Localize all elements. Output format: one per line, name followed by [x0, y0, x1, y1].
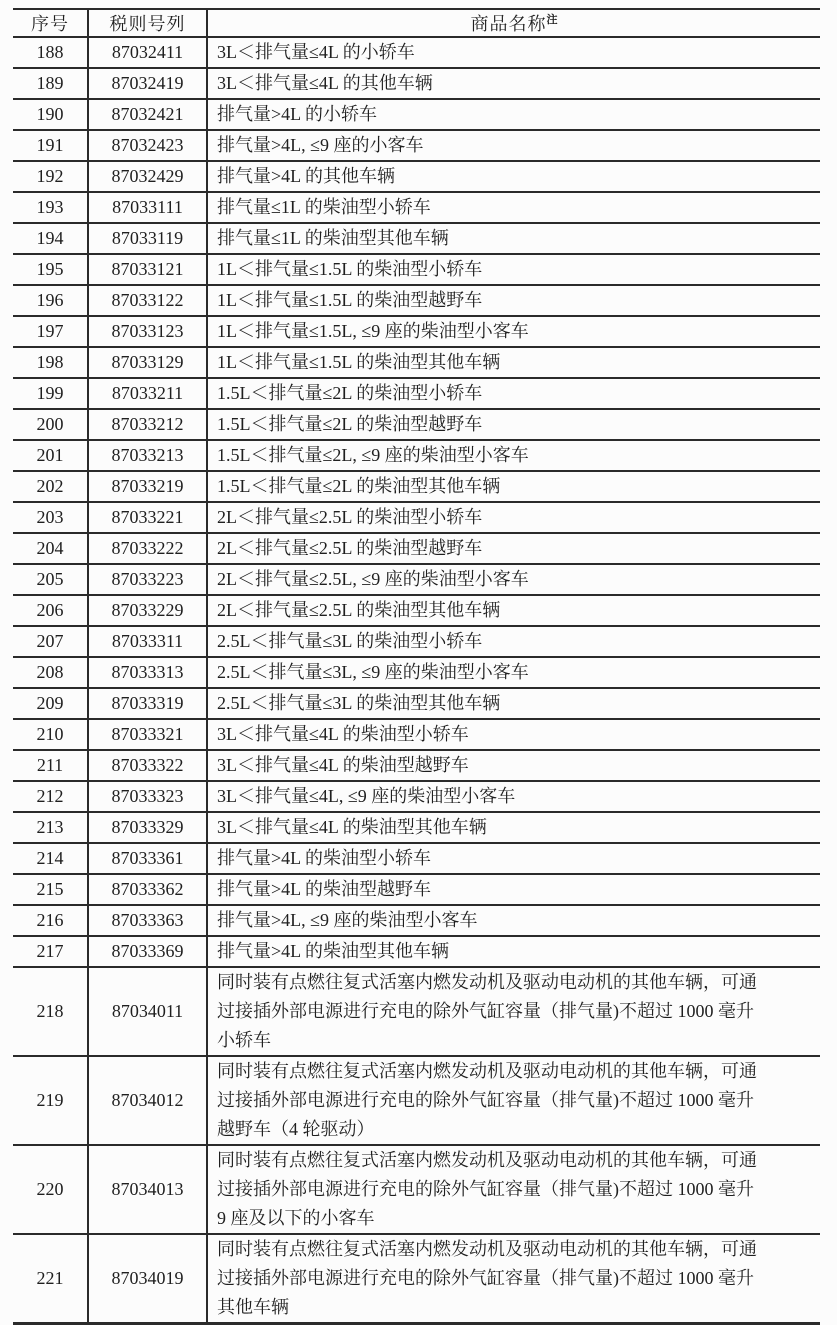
cell-code: 87033319	[88, 688, 207, 719]
header-row	[13, 9, 820, 37]
cell-code: 87033222	[88, 533, 207, 564]
cell-name: 排气量≤1L 的柴油型其他车辆	[207, 223, 820, 254]
table-row	[13, 68, 820, 99]
cell-name: 3L＜排气量≤4L 的柴油型其他车辆	[207, 812, 820, 843]
cell-index: 212	[13, 781, 88, 812]
table-row	[13, 161, 820, 192]
cell-code: 87033369	[88, 936, 207, 967]
cell-index: 202	[13, 471, 88, 502]
cell-index: 200	[13, 409, 88, 440]
cell-index: 204	[13, 533, 88, 564]
cell-index: 196	[13, 285, 88, 316]
table-row	[13, 781, 820, 812]
cell-name: 3L＜排气量≤4L 的其他车辆	[207, 68, 820, 99]
cell-index: 194	[13, 223, 88, 254]
cell-name: 排气量>4L 的柴油型小轿车	[207, 843, 820, 874]
cell-index: 216	[13, 905, 88, 936]
cell-code: 87033211	[88, 378, 207, 409]
column-header-index-label: 序号	[31, 14, 69, 34]
cell-index: 206	[13, 595, 88, 626]
cell-code: 87032411	[88, 37, 207, 68]
table-row	[13, 502, 820, 533]
cell-name: 3L＜排气量≤4L, ≤9 座的柴油型小客车	[207, 781, 820, 812]
table-row	[13, 1234, 820, 1324]
cell-index: 211	[13, 750, 88, 781]
cell-name: 2L＜排气量≤2.5L 的柴油型其他车辆	[207, 595, 820, 626]
cell-name: 排气量>4L, ≤9 座的小客车	[207, 130, 820, 161]
cell-index: 218	[13, 967, 88, 1056]
table-row	[13, 409, 820, 440]
cell-code: 87033111	[88, 192, 207, 223]
cell-index: 189	[13, 68, 88, 99]
cell-code: 87033129	[88, 347, 207, 378]
cell-name: 1L＜排气量≤1.5L 的柴油型小轿车	[207, 254, 820, 285]
cell-index: 203	[13, 502, 88, 533]
table-row	[13, 564, 820, 595]
table-row	[13, 719, 820, 750]
cell-name: 2.5L＜排气量≤3L 的柴油型小轿车	[207, 626, 820, 657]
cell-index: 214	[13, 843, 88, 874]
table-row	[13, 471, 820, 502]
cell-code: 87033361	[88, 843, 207, 874]
cell-name: 同时装有点燃往复式活塞内燃发动机及驱动电动机的其他车辆，可通 过接插外部电源进行充电的除外气缸容量（排气量)不超过 1000 毫升 小轿车	[207, 967, 820, 1056]
cell-code: 87033321	[88, 719, 207, 750]
table-row	[13, 192, 820, 223]
table-row	[13, 440, 820, 471]
cell-name: 2L＜排气量≤2.5L, ≤9 座的柴油型小客车	[207, 564, 820, 595]
cell-name: 排气量>4L, ≤9 座的柴油型小客车	[207, 905, 820, 936]
cell-code: 87033213	[88, 440, 207, 471]
table-row	[13, 285, 820, 316]
cell-name: 排气量≤1L 的柴油型小轿车	[207, 192, 820, 223]
cell-code: 87033362	[88, 874, 207, 905]
cell-code: 87033119	[88, 223, 207, 254]
cell-index: 191	[13, 130, 88, 161]
cell-code: 87034011	[88, 967, 207, 1056]
cell-code: 87033311	[88, 626, 207, 657]
cell-name: 2.5L＜排气量≤3L 的柴油型其他车辆	[207, 688, 820, 719]
cell-index: 217	[13, 936, 88, 967]
cell-code: 87034013	[88, 1145, 207, 1234]
cell-index: 208	[13, 657, 88, 688]
column-header-code	[88, 9, 207, 37]
table-row	[13, 254, 820, 285]
cell-name: 2L＜排气量≤2.5L 的柴油型小轿车	[207, 502, 820, 533]
cell-index: 198	[13, 347, 88, 378]
cell-index: 192	[13, 161, 88, 192]
cell-code: 87033219	[88, 471, 207, 502]
cell-code: 87033363	[88, 905, 207, 936]
cell-index: 199	[13, 378, 88, 409]
cell-name: 1L＜排气量≤1.5L 的柴油型越野车	[207, 285, 820, 316]
cell-code: 87032419	[88, 68, 207, 99]
cell-name: 排气量>4L 的柴油型越野车	[207, 874, 820, 905]
cell-index: 201	[13, 440, 88, 471]
cell-index: 197	[13, 316, 88, 347]
table-row	[13, 378, 820, 409]
table-row	[13, 223, 820, 254]
cell-index: 207	[13, 626, 88, 657]
cell-name: 排气量>4L 的柴油型其他车辆	[207, 936, 820, 967]
table-row	[13, 316, 820, 347]
table-row	[13, 688, 820, 719]
cell-code: 87034019	[88, 1234, 207, 1324]
table-row	[13, 967, 820, 1056]
cell-name: 1.5L＜排气量≤2L 的柴油型越野车	[207, 409, 820, 440]
cell-name: 1.5L＜排气量≤2L 的柴油型小轿车	[207, 378, 820, 409]
cell-index: 210	[13, 719, 88, 750]
cell-name: 1.5L＜排气量≤2L 的柴油型其他车辆	[207, 471, 820, 502]
cell-code: 87033323	[88, 781, 207, 812]
cell-index: 209	[13, 688, 88, 719]
cell-index: 219	[13, 1056, 88, 1145]
table-row	[13, 533, 820, 564]
cell-name: 1.5L＜排气量≤2L, ≤9 座的柴油型小客车	[207, 440, 820, 471]
cell-index: 205	[13, 564, 88, 595]
cell-name: 3L＜排气量≤4L 的柴油型小轿车	[207, 719, 820, 750]
cell-index: 215	[13, 874, 88, 905]
cell-name: 同时装有点燃往复式活塞内燃发动机及驱动电动机的其他车辆，可通 过接插外部电源进行充电的除外气缸容量（排气量)不超过 1000 毫升 9 座及以下的小客车	[207, 1145, 820, 1234]
cell-index: 193	[13, 192, 88, 223]
tariff-table	[13, 8, 820, 1325]
table-row	[13, 905, 820, 936]
column-header-name	[207, 9, 820, 37]
cell-name: 同时装有点燃往复式活塞内燃发动机及驱动电动机的其他车辆，可通 过接插外部电源进行充电的除外气缸容量（排气量)不超过 1000 毫升 越野车（4 轮驱动）	[207, 1056, 820, 1145]
cell-code: 87033322	[88, 750, 207, 781]
cell-code: 87033122	[88, 285, 207, 316]
table-row	[13, 626, 820, 657]
cell-code: 87033212	[88, 409, 207, 440]
cell-code: 87032421	[88, 99, 207, 130]
cell-name: 2L＜排气量≤2.5L 的柴油型越野车	[207, 533, 820, 564]
cell-name: 2.5L＜排气量≤3L, ≤9 座的柴油型小客车	[207, 657, 820, 688]
table-row	[13, 1145, 820, 1234]
cell-name: 同时装有点燃往复式活塞内燃发动机及驱动电动机的其他车辆，可通 过接插外部电源进行充电的除外气缸容量（排气量)不超过 1000 毫升 其他车辆	[207, 1234, 820, 1324]
table-row	[13, 843, 820, 874]
table-row	[13, 347, 820, 378]
column-header-name-label: 商品名称	[470, 14, 547, 34]
note-superscript: 注	[546, 14, 558, 26]
cell-index: 188	[13, 37, 88, 68]
cell-code: 87033221	[88, 502, 207, 533]
cell-index: 195	[13, 254, 88, 285]
table-row	[13, 936, 820, 967]
cell-name: 3L＜排气量≤4L 的柴油型越野车	[207, 750, 820, 781]
table-row	[13, 812, 820, 843]
table-row	[13, 750, 820, 781]
table-row	[13, 595, 820, 626]
cell-code: 87033223	[88, 564, 207, 595]
cell-name: 排气量>4L 的小轿车	[207, 99, 820, 130]
cell-name: 1L＜排气量≤1.5L, ≤9 座的柴油型小客车	[207, 316, 820, 347]
table-row	[13, 874, 820, 905]
cell-code: 87033229	[88, 595, 207, 626]
cell-name: 排气量>4L 的其他车辆	[207, 161, 820, 192]
cell-code: 87033123	[88, 316, 207, 347]
cell-name: 3L＜排气量≤4L 的小轿车	[207, 37, 820, 68]
cell-code: 87033121	[88, 254, 207, 285]
cell-index: 220	[13, 1145, 88, 1234]
cell-index: 221	[13, 1234, 88, 1324]
cell-code: 87032429	[88, 161, 207, 192]
table-row	[13, 657, 820, 688]
cell-code: 87033329	[88, 812, 207, 843]
column-header-code-label: 税则号列	[109, 14, 186, 34]
column-header-index	[13, 9, 88, 37]
table-row	[13, 99, 820, 130]
table-body	[13, 37, 820, 1324]
cell-index: 190	[13, 99, 88, 130]
cell-code: 87032423	[88, 130, 207, 161]
cell-index: 213	[13, 812, 88, 843]
table-row	[13, 130, 820, 161]
table-row	[13, 1056, 820, 1145]
cell-code: 87033313	[88, 657, 207, 688]
cell-name: 1L＜排气量≤1.5L 的柴油型其他车辆	[207, 347, 820, 378]
table-header	[13, 9, 820, 37]
table-row	[13, 37, 820, 68]
cell-code: 87034012	[88, 1056, 207, 1145]
